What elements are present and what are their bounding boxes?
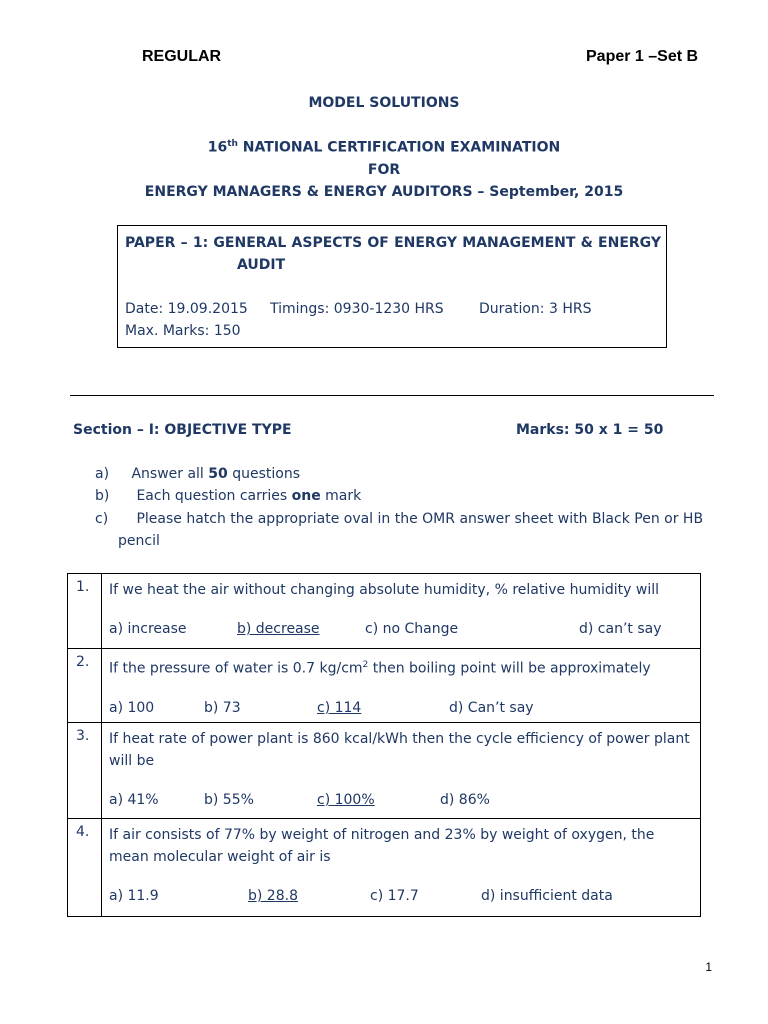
option-d: d) insufficient data <box>481 888 613 904</box>
title-exam-sup: th <box>227 139 238 149</box>
question-text: If we heat the air without changing absolute humidity, % relative humidity will <box>109 582 659 598</box>
question-body <box>102 574 701 649</box>
questions-table <box>67 573 701 917</box>
option-c-correct: c) 100% <box>317 792 375 808</box>
paper-timings <box>270 301 444 317</box>
instruction-b <box>95 488 361 504</box>
instruction-b-label: b) <box>95 488 110 504</box>
question-text: If heat rate of power plant is 860 kcal/kWh then the cycle efficiency of power plant will be <box>109 731 690 769</box>
instruction-c-label: c) <box>95 511 109 527</box>
instruction-a-bold: 50 <box>208 466 228 482</box>
question-text-pre: If the pressure of water is 0.7 kg/cm <box>109 660 363 677</box>
option-d: d) 86% <box>440 792 490 808</box>
duration-value: 3 HRS <box>544 301 592 317</box>
header-paper-set: Paper 1 –Set B <box>586 48 699 65</box>
question-number: 1. <box>68 574 102 649</box>
option-a: a) 41% <box>109 792 159 808</box>
option-d: d) Can’t say <box>449 699 534 716</box>
option-b-correct: b) decrease <box>237 621 320 637</box>
date-label: Date: <box>125 301 164 317</box>
title-exam-number: 16 <box>207 139 228 156</box>
marks-label: Max. Marks: <box>125 323 210 339</box>
question-number: 2. <box>68 649 102 723</box>
duration-label: Duration: <box>479 301 545 317</box>
title-managers: ENERGY MANAGERS & ENERGY AUDITORS – September, 2015 <box>144 184 624 200</box>
instruction-c <box>95 511 703 527</box>
paper-max-marks <box>125 323 241 339</box>
paper-title-line1: PAPER – 1: GENERAL ASPECTS OF ENERGY MANAGEMENT & ENERGY <box>125 235 661 251</box>
title-for: FOR <box>367 162 401 178</box>
question-row <box>68 574 701 649</box>
option-b: b) 73 <box>204 699 241 716</box>
question-options <box>109 700 694 722</box>
option-c: c) no Change <box>365 621 459 637</box>
option-a: a) increase <box>109 621 187 637</box>
question-options <box>109 888 694 910</box>
marks-value: 150 <box>209 323 241 339</box>
timings-label: Timings: <box>270 301 330 317</box>
paper-title-line2: AUDIT <box>237 257 286 273</box>
title-exam <box>0 139 768 156</box>
instruction-a-label: a) <box>95 466 110 482</box>
question-text-post: then boiling point will be approximately <box>368 660 651 677</box>
paper-date <box>125 301 248 317</box>
option-b-correct: b) 28.8 <box>248 888 298 904</box>
paper-info-box <box>117 225 667 348</box>
option-c: c) 17.7 <box>370 888 419 904</box>
question-body <box>102 649 701 723</box>
instruction-b-pre: Each question carries <box>136 488 292 504</box>
instruction-b-post: mark <box>320 488 362 504</box>
option-a: a) 11.9 <box>109 888 159 904</box>
title-model-solutions: MODEL SOLUTIONS <box>308 95 460 111</box>
instruction-a-post: questions <box>227 466 300 482</box>
option-c-correct: c) 114 <box>317 699 362 716</box>
question-text <box>109 654 694 680</box>
question-row <box>68 723 701 819</box>
section-marks: Marks: 50 x 1 = 50 <box>516 422 664 438</box>
instruction-a <box>95 466 300 482</box>
question-text: If air consists of 77% by weight of nitrogen and 23% by weight of oxygen, the mean molecular weight of air is <box>109 827 655 865</box>
question-options <box>109 621 694 643</box>
option-a: a) 100 <box>109 699 155 716</box>
question-row <box>68 819 701 917</box>
question-options <box>109 792 694 814</box>
question-number: 4. <box>68 819 102 917</box>
section-divider <box>70 395 714 396</box>
option-d: d) can’t say <box>579 621 662 637</box>
title-exam-rest: NATIONAL CERTIFICATION EXAMINATION <box>237 139 561 156</box>
question-body <box>102 723 701 819</box>
question-row <box>68 649 701 723</box>
section-title: Section – I: OBJECTIVE TYPE <box>73 422 292 438</box>
header-regular: REGULAR <box>142 48 222 65</box>
timings-value: 0930-1230 HRS <box>329 301 444 317</box>
page-number: 1 <box>705 960 712 974</box>
date-value: 19.09.2015 <box>163 301 248 317</box>
question-body <box>102 819 701 917</box>
instruction-c-line2: pencil <box>118 533 160 549</box>
option-b: b) 55% <box>204 792 254 808</box>
question-text-sup: 2 <box>362 660 369 670</box>
instruction-b-bold: one <box>291 488 321 504</box>
instruction-c-line1: Please hatch the appropriate oval in the OMR answer sheet with Black Pen or HB <box>136 511 704 527</box>
question-number: 3. <box>68 723 102 819</box>
paper-duration <box>479 301 591 317</box>
instruction-a-pre: Answer all <box>131 466 209 482</box>
